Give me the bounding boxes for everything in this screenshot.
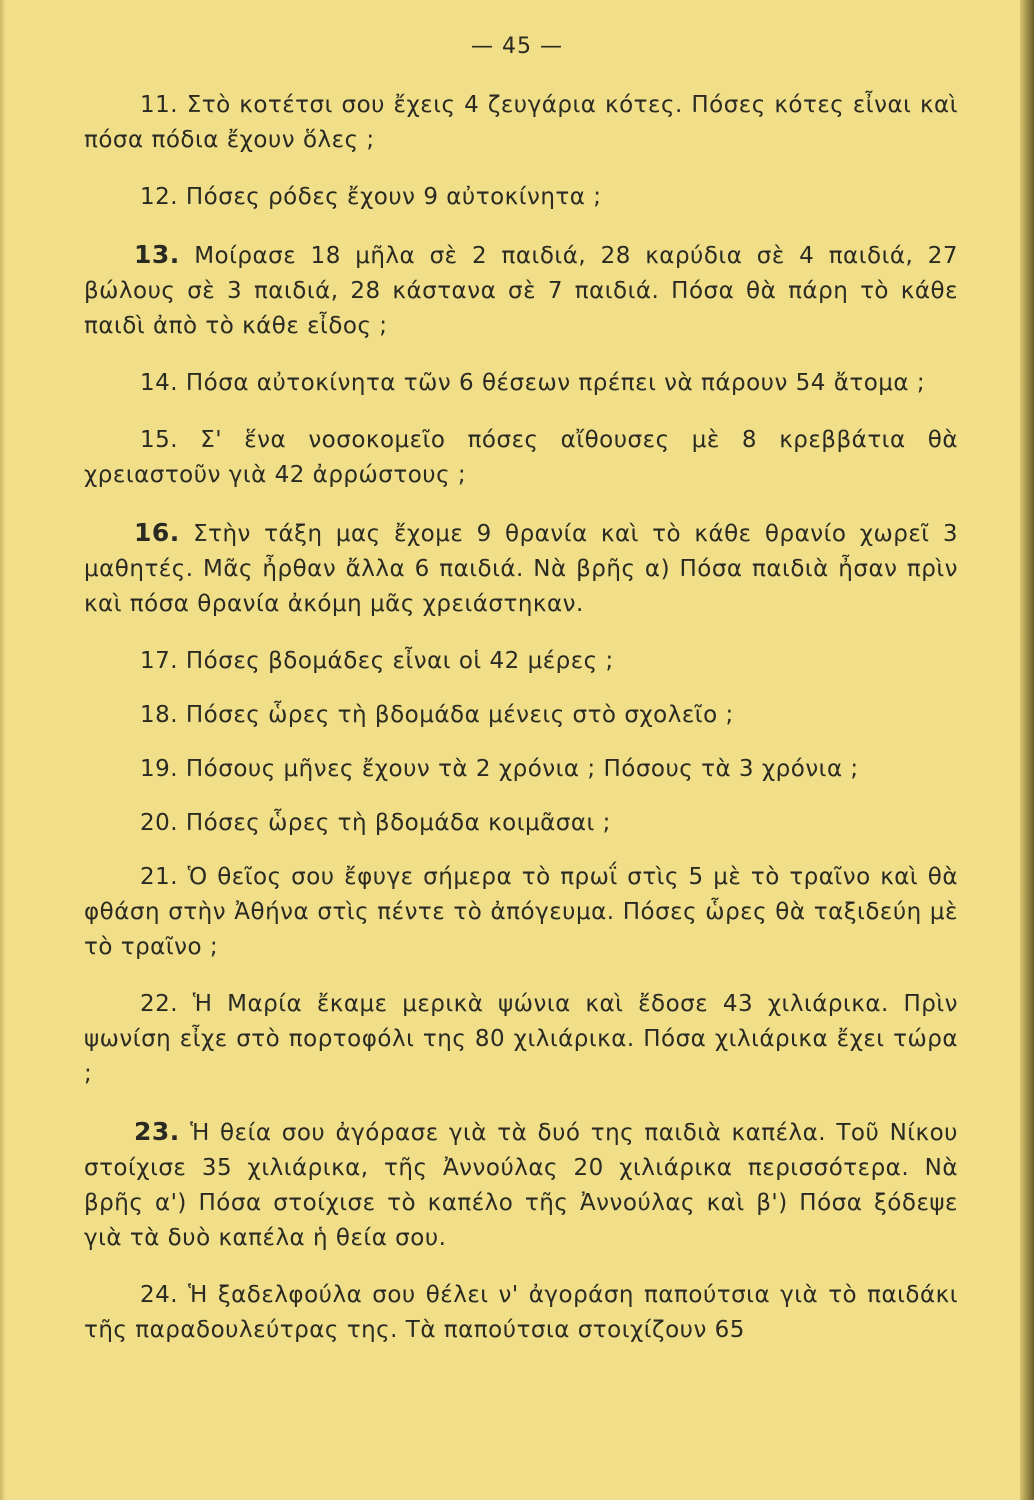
- problem-number: 20.: [140, 810, 179, 836]
- problem-number: 16.: [134, 518, 180, 547]
- problem-number: 13.: [134, 240, 180, 269]
- page-left-edge: [0, 0, 6, 1500]
- problem-13: [84, 237, 958, 344]
- problem-number: 22.: [140, 991, 179, 1017]
- problem-number: 12.: [140, 184, 179, 210]
- problem-number: 18.: [140, 702, 179, 728]
- problem-text: Πόσους μῆνες ἔχουν τὰ 2 χρόνια ; Πόσους τὰ 3 χρόνια ;: [178, 756, 859, 782]
- problem-number: 19.: [140, 756, 179, 782]
- problem-number: 17.: [140, 648, 179, 674]
- problem-text: Πόσα αὐτοκίνητα τῶν 6 θέσεων πρέπει νὰ πάρουν 54 ἄτομα ;: [178, 370, 926, 396]
- problem-16: [84, 515, 958, 622]
- problem-number: 15.: [140, 427, 179, 453]
- problem-text: Στὸ κοτέτσι σου ἔχεις 4 ζευγάρια κότες. Πόσες κότες εἶναι καὶ πόσα πόδια ἔχουν ὅλες ;: [84, 92, 958, 153]
- problem-number: 21.: [140, 864, 179, 890]
- problem-22: [84, 987, 958, 1092]
- problem-list: [84, 88, 958, 1370]
- problem-11: [84, 88, 958, 158]
- problem-text: Ἡ ξαδελφούλα σου θέλει ν' ἀγοράση παπούτσια γιὰ τὸ παιδάκι τῆς παραδουλεύτρας της. Τὰ παπούτσια στοιχίζουν 65: [84, 1282, 958, 1343]
- problem-text: Πόσες ὧρες τὴ βδομάδα κοιμᾶσαι ;: [178, 810, 611, 836]
- page-right-edge: [1020, 0, 1034, 1500]
- problem-number: 14.: [140, 370, 179, 396]
- page-number: — 45 —: [471, 34, 563, 59]
- problem-text: Μοίρασε 18 μῆλα σὲ 2 παιδιά, 28 καρύδια σὲ 4 παιδιά, 27 βώλους σὲ 3 παιδιά, 28 κάστανα σὲ 7 παιδιά. Πόσα θὰ πάρη τὸ κάθε παιδὶ ἀπὸ τὸ κάθε εἶδος ;: [84, 243, 958, 339]
- problem-15: [84, 423, 958, 493]
- problem-23: [84, 1114, 958, 1256]
- problem-18: [84, 698, 958, 733]
- problem-text: Ὁ θεῖος σου ἔφυγε σήμερα τὸ πρωΐ στὶς 5 μὲ τὸ τραῖνο καὶ θὰ φθάση στὴν Ἀθήνα στὶς πέντε τὸ ἀπόγευμα. Πόσες ὧρες θὰ ταξιδεύη μὲ τὸ τραῖνο ;: [84, 864, 958, 960]
- problem-19: [84, 752, 958, 787]
- problem-12: [84, 180, 958, 215]
- problem-number: 11.: [140, 92, 179, 118]
- problem-number: 23.: [134, 1117, 180, 1146]
- problem-text: Πόσες ρόδες ἔχουν 9 αὐτοκίνητα ;: [178, 184, 602, 210]
- problem-21: [84, 860, 958, 965]
- problem-text: Ἡ θεία σου ἀγόρασε γιὰ τὰ δυό της παιδιὰ καπέλα. Τοῦ Νίκου στοίχισε 35 χιλιάρικα, τῆς Ἀννούλας 20 χιλιάρικα περισσότερα. Νὰ βρῆς α') Πόσα στοίχισε τὸ καπέλο τῆς Ἀννούλας καὶ β') Πόσα ξόδεψε γιὰ τὰ δυὸ καπέλα ἡ θεία σου.: [84, 1120, 958, 1251]
- problem-24: [84, 1278, 958, 1348]
- problem-text: Πόσες ὧρες τὴ βδομάδα μένεις στὸ σχολεῖο ;: [178, 702, 734, 728]
- problem-14: [84, 366, 958, 401]
- problem-text: Πόσες βδομάδες εἶναι οἱ 42 μέρες ;: [178, 648, 614, 674]
- problem-number: 24.: [140, 1282, 179, 1308]
- problem-text: Σ' ἕνα νοσοκομεῖο πόσες αἴθουσες μὲ 8 κρεββάτια θὰ χρειαστοῦν γιὰ 42 ἀρρώστους ;: [84, 427, 958, 488]
- problem-text: Στὴν τάξη μας ἔχομε 9 θρανία καὶ τὸ κάθε θρανίο χωρεῖ 3 μαθητές. Μᾶς ἦρθαν ἄλλα 6 παιδιά. Νὰ βρῆς α) Πόσα παιδιὰ ἦσαν πρὶν καὶ πόσα θρανία ἀκόμη μᾶς χρειάστηκαν.: [84, 521, 958, 617]
- problem-20: [84, 806, 958, 841]
- problem-17: [84, 644, 958, 679]
- problem-text: Ἡ Μαρία ἔκαμε μερικὰ ψώνια καὶ ἔδοσε 43 χιλιάρικα. Πρὶν ψωνίση εἶχε στὸ πορτοφόλι της 80 χιλιάρικα. Πόσα χιλιάρικα ἔχει τώρα ;: [84, 991, 958, 1087]
